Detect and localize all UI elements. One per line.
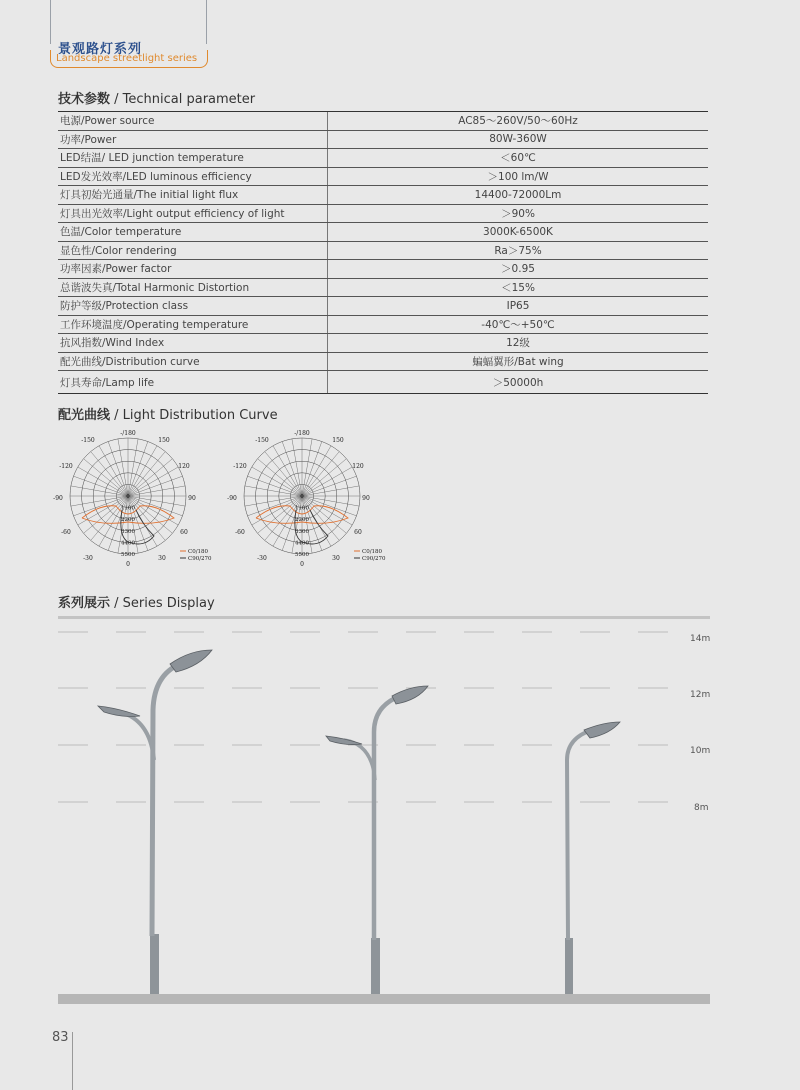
- legend-label-c0: C0/180: [362, 549, 383, 555]
- series-c90-curve: [121, 510, 154, 547]
- page-number: 83: [52, 1030, 69, 1045]
- technical-row: [58, 149, 708, 168]
- polar-angle-label: -/180: [120, 430, 136, 437]
- param-label: 显色性/Color rendering: [58, 241, 328, 260]
- technical-row: [58, 297, 708, 316]
- param-value: IP65: [328, 297, 709, 316]
- polar-angle-label: -90: [53, 495, 63, 502]
- polar-angle-label: -90: [227, 495, 237, 502]
- distribution-curve-chart-1: [53, 430, 216, 570]
- header-rule-left: [50, 0, 51, 44]
- param-value: Ra＞75%: [328, 241, 709, 260]
- technical-row: [58, 260, 708, 279]
- series-top-bar: [58, 616, 710, 619]
- param-label: 配光曲线/Distribution curve: [58, 352, 328, 371]
- technical-row: [58, 186, 708, 205]
- polar-angle-label: 0: [126, 561, 130, 568]
- distribution-heading: [58, 404, 278, 423]
- polar-angle-label: 150: [332, 437, 344, 444]
- polar-angle-label: -/180: [294, 430, 310, 437]
- header-title-en: Landscape streetlight series: [56, 53, 198, 64]
- height-label-14m: 14m: [690, 634, 711, 644]
- technical-row: [58, 241, 708, 260]
- polar-angle-label: -150: [255, 437, 269, 444]
- param-value: ＜15%: [328, 278, 709, 297]
- header-title-cn: 景观路灯系列: [58, 42, 143, 57]
- technical-row: [58, 371, 708, 394]
- polar-angle-label: 60: [180, 529, 188, 536]
- series-heading-en: / Series Display: [110, 596, 215, 611]
- height-label-10m: 10m: [690, 746, 711, 756]
- technical-heading-en: / Technical parameter: [110, 92, 256, 107]
- polar-angle-label: -120: [59, 463, 73, 470]
- legend-label-c0: C0/180: [188, 549, 209, 555]
- param-label: 灯具出光效率/Light output efficiency of light: [58, 204, 328, 223]
- distribution-heading-en: / Light Distribution Curve: [110, 408, 278, 423]
- param-value: ＜60℃: [328, 149, 709, 168]
- polar-angle-label: 30: [332, 555, 340, 562]
- polar-angle-label: 0: [300, 561, 304, 568]
- param-value: ＞100 lm/W: [328, 167, 709, 186]
- series-heading: [58, 592, 215, 611]
- param-value: ＞90%: [328, 204, 709, 223]
- param-value: -40℃～+50℃: [328, 315, 709, 334]
- param-value: ＞0.95: [328, 260, 709, 279]
- technical-row: [58, 223, 708, 242]
- technical-row: [58, 130, 708, 149]
- polar-radial-label: 1100: [121, 505, 135, 512]
- distribution-curve-chart-2: [227, 430, 390, 570]
- technical-heading-cn: 技术参数: [58, 92, 111, 107]
- legend-label-c90: C90/270: [188, 556, 212, 562]
- param-value: 3000K-6500K: [328, 223, 709, 242]
- param-label: 灯具初始光通量/The initial light flux: [58, 186, 328, 205]
- polar-radial-label: 4400: [295, 540, 309, 547]
- polar-angle-label: -30: [83, 555, 93, 562]
- polar-radial-label: 1100: [295, 505, 309, 512]
- param-label: 灯具寿命/Lamp life: [58, 371, 328, 394]
- param-label: 工作环境温度/Operating temperature: [58, 315, 328, 334]
- technical-table: [58, 111, 708, 394]
- streetlight-pole-double-tall: [98, 650, 212, 996]
- polar-radial-label: 3300: [121, 528, 135, 535]
- polar-angle-label: 120: [352, 463, 364, 470]
- technical-row: [58, 204, 708, 223]
- param-label: 功率因素/Power factor: [58, 260, 328, 279]
- param-label: LED结温/ LED junction temperature: [58, 149, 328, 168]
- polar-radial-label: 4400: [121, 540, 135, 547]
- param-label: 色温/Color temperature: [58, 223, 328, 242]
- polar-radial-label: 0: [300, 494, 304, 500]
- streetlight-pole-single: [565, 722, 620, 996]
- polar-angle-label: 90: [188, 495, 196, 502]
- technical-row: [58, 334, 708, 353]
- legend-label-c90: C90/270: [362, 556, 386, 562]
- polar-angle-label: 60: [354, 529, 362, 536]
- polar-angle-label: -60: [235, 529, 245, 536]
- technical-row: [58, 278, 708, 297]
- polar-angle-label: 30: [158, 555, 166, 562]
- distribution-heading-cn: 配光曲线: [58, 408, 111, 423]
- param-label: 电源/Power source: [58, 112, 328, 131]
- polar-angle-label: -150: [81, 437, 95, 444]
- polar-angle-label: 120: [178, 463, 190, 470]
- param-value: 12级: [328, 334, 709, 353]
- polar-angle-label: -120: [233, 463, 247, 470]
- polar-radial-label: 2200: [295, 517, 309, 524]
- height-label-8m: 8m: [694, 803, 709, 813]
- polar-radial-label: 5500: [295, 552, 309, 558]
- streetlight-pole-double-medium: [326, 686, 428, 996]
- polar-radial-label: 0: [126, 494, 130, 500]
- param-value: 蝙蝠翼形/Bat wing: [328, 352, 709, 371]
- param-label: 抗风指数/Wind Index: [58, 334, 328, 353]
- param-label: 总谐波失真/Total Harmonic Distortion: [58, 278, 328, 297]
- technical-row: [58, 167, 708, 186]
- height-label-12m: 12m: [690, 690, 711, 700]
- polar-angle-label: 150: [158, 437, 170, 444]
- polar-radial-label: 5500: [121, 552, 135, 558]
- ground-bar: [58, 994, 710, 1004]
- param-value: ＞50000h: [328, 371, 709, 394]
- polar-angle-label: -60: [61, 529, 71, 536]
- param-value: 14400-72000Lm: [328, 186, 709, 205]
- polar-radial-label: 2200: [121, 517, 135, 524]
- footer-rule: [72, 1032, 73, 1090]
- series-c90-curve: [295, 510, 328, 547]
- technical-row: [58, 315, 708, 334]
- polar-angle-label: -30: [257, 555, 267, 562]
- header-rule-right: [206, 0, 207, 44]
- param-label: 防护等级/Protection class: [58, 297, 328, 316]
- technical-row: [58, 112, 708, 131]
- technical-row: [58, 352, 708, 371]
- param-label: 功率/Power: [58, 130, 328, 149]
- param-value: 80W-360W: [328, 130, 709, 149]
- polar-angle-label: 90: [362, 495, 370, 502]
- series-display-illustration: [0, 620, 800, 1000]
- param-value: AC85～260V/50～60Hz: [328, 112, 709, 131]
- technical-heading: [58, 88, 255, 107]
- series-heading-cn: 系列展示: [58, 596, 111, 611]
- polar-radial-label: 3300: [295, 528, 309, 535]
- param-label: LED发光效率/LED luminous efficiency: [58, 167, 328, 186]
